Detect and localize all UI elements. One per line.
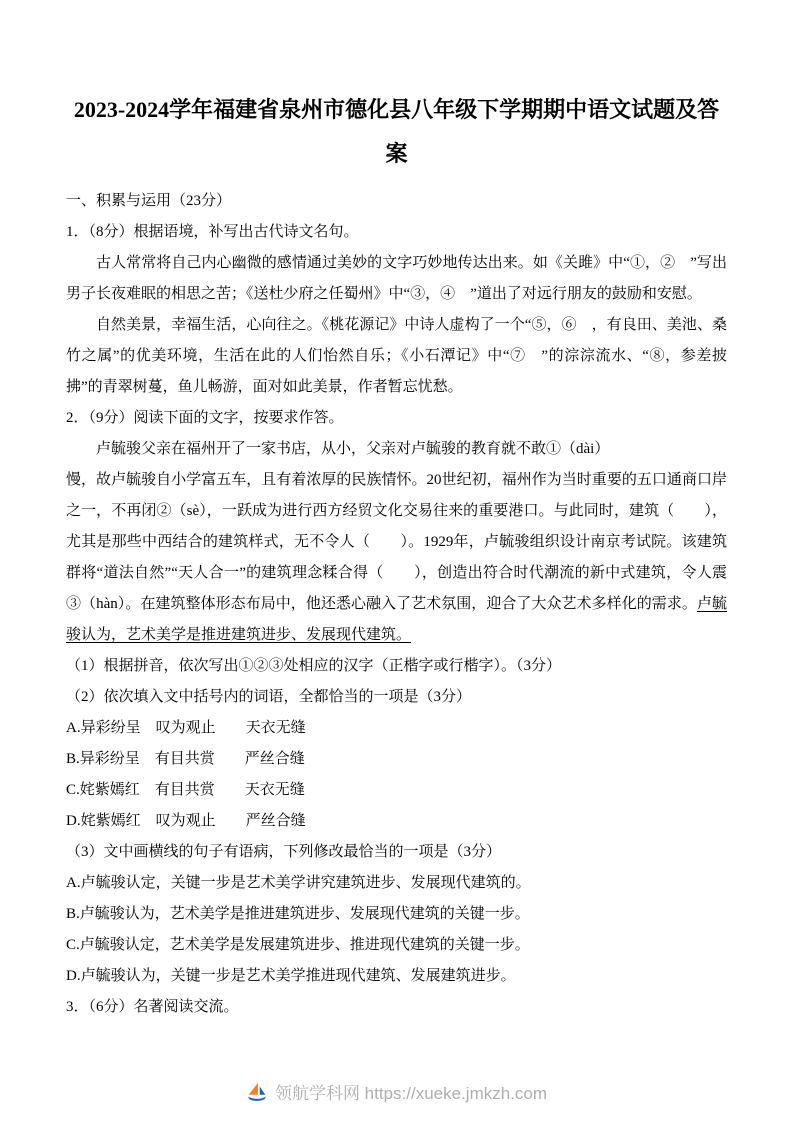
q2-sub2-option-b: B.异彩纷呈 有目共赏 严丝合缝	[66, 751, 305, 767]
q2-sub3-option-a: A.卢毓骏认定，关键一步是艺术美学讲究建筑进步、发展现代建筑的。	[66, 875, 531, 891]
q2-sub3-option-b: B.卢毓骏认为，艺术美学是推进建筑进步、发展现代建筑的关键一步。	[66, 906, 530, 922]
document-title: 2023-2024学年福建省泉州市德化县八年级下学期期中语文试题及答案	[73, 97, 720, 166]
q1-stem: 1．（8分）根据语境，补写出古代诗文名句。	[66, 224, 359, 240]
q2-passage-text: 慢，故卢毓骏自小学富五车，且有着浓厚的民族情怀。20世纪初，福州作为当时重要的五口通商口岸之一，不再闭②（sè），一跃成为进行西方经贸文化交易往来的重要港口。与此同时，建筑（ ），尤其是那些中西结合的建筑样式，无不令人（ ）。1929年，卢毓骏组织设计南京考试院。该建筑群将“道法自然”“天人合一”的建筑理念糅合得（ ），创造出符合时代潮流的新中式建筑，令人震③（hàn）。在建筑整体形态布局中，他还悉心融入了艺术氛围，迎合了大众艺术多样化的需求。	[66, 472, 727, 612]
q2-subquestion-2: （2）依次填入文中括号内的词语，全都恰当的一项是（3分）	[66, 689, 472, 705]
q1-passage-paragraph-1: 古人常常将自己内心幽微的感情通过美妙的文字巧妙地传达出来。如《关雎》中“①，② ”写出男子长夜难眠的相思之苦；《送杜少府之任蜀州》中“③，④ ”道出了对远行朋友的鼓励和安慰。	[66, 255, 727, 302]
q2-subquestion-1: （1）根据拼音，依次写出①②③处相应的汉字（正楷字或行楷字）。（3分）	[66, 658, 562, 674]
q2-sub2-option-c: C.姹紫嫣红 有目共赏 天衣无缝	[66, 782, 305, 798]
q2-sub2-option-d: D.姹紫嫣红 叹为观止 严丝合缝	[66, 813, 306, 829]
xueke-logo-icon	[246, 1081, 268, 1103]
q2-passage-underlined-sentence: 卢毓骏认为，艺术美学是推进建筑进步、发展现代建筑。	[66, 596, 727, 643]
q2-sub3-option-c: C.卢毓骏认定，艺术美学是发展建筑进步、推进现代建筑的关键一步。	[66, 937, 530, 953]
watermark-text: 领航学科网 https://xueke.jmkzh.com	[274, 1084, 548, 1103]
q2-subquestion-3: （3）文中画横线的句子有语病，下列修改最恰当的一项是（3分）	[66, 844, 502, 860]
q2-passage-line-1: 卢毓骏父亲在福州开了一家书店，从小，父亲对卢毓骏的教育就不敢①（dài）	[96, 441, 610, 457]
q2-passage-body	[66, 465, 727, 651]
q3-stem: 3．（6分）名著阅读交流。	[66, 999, 239, 1015]
q1-passage-paragraph-2: 自然美景，幸福生活，心向往之。《桃花源记》中诗人虚构了一个“⑤，⑥ ，有良田、美池、桑竹之属”的优美环境，生活在此的人们怡然自乐；《小石潭记》中“⑦ ”的淙淙流水、“⑧，参差披拂”的青翠树蔓，鱼儿畅游，面对如此美景，作者暂忘忧愁。	[66, 317, 727, 395]
watermark	[0, 1079, 793, 1104]
q2-stem: 2．（9分）阅读下面的文字，按要求作答。	[66, 410, 344, 426]
q2-sub2-option-a: A.异彩纷呈 叹为观止 天衣无缝	[66, 720, 306, 736]
q2-sub3-option-d: D.卢毓骏认为，关键一步是艺术美学推进现代建筑、发展建筑进步。	[66, 968, 516, 984]
section-heading: 一、积累与运用（23分）	[66, 193, 232, 209]
